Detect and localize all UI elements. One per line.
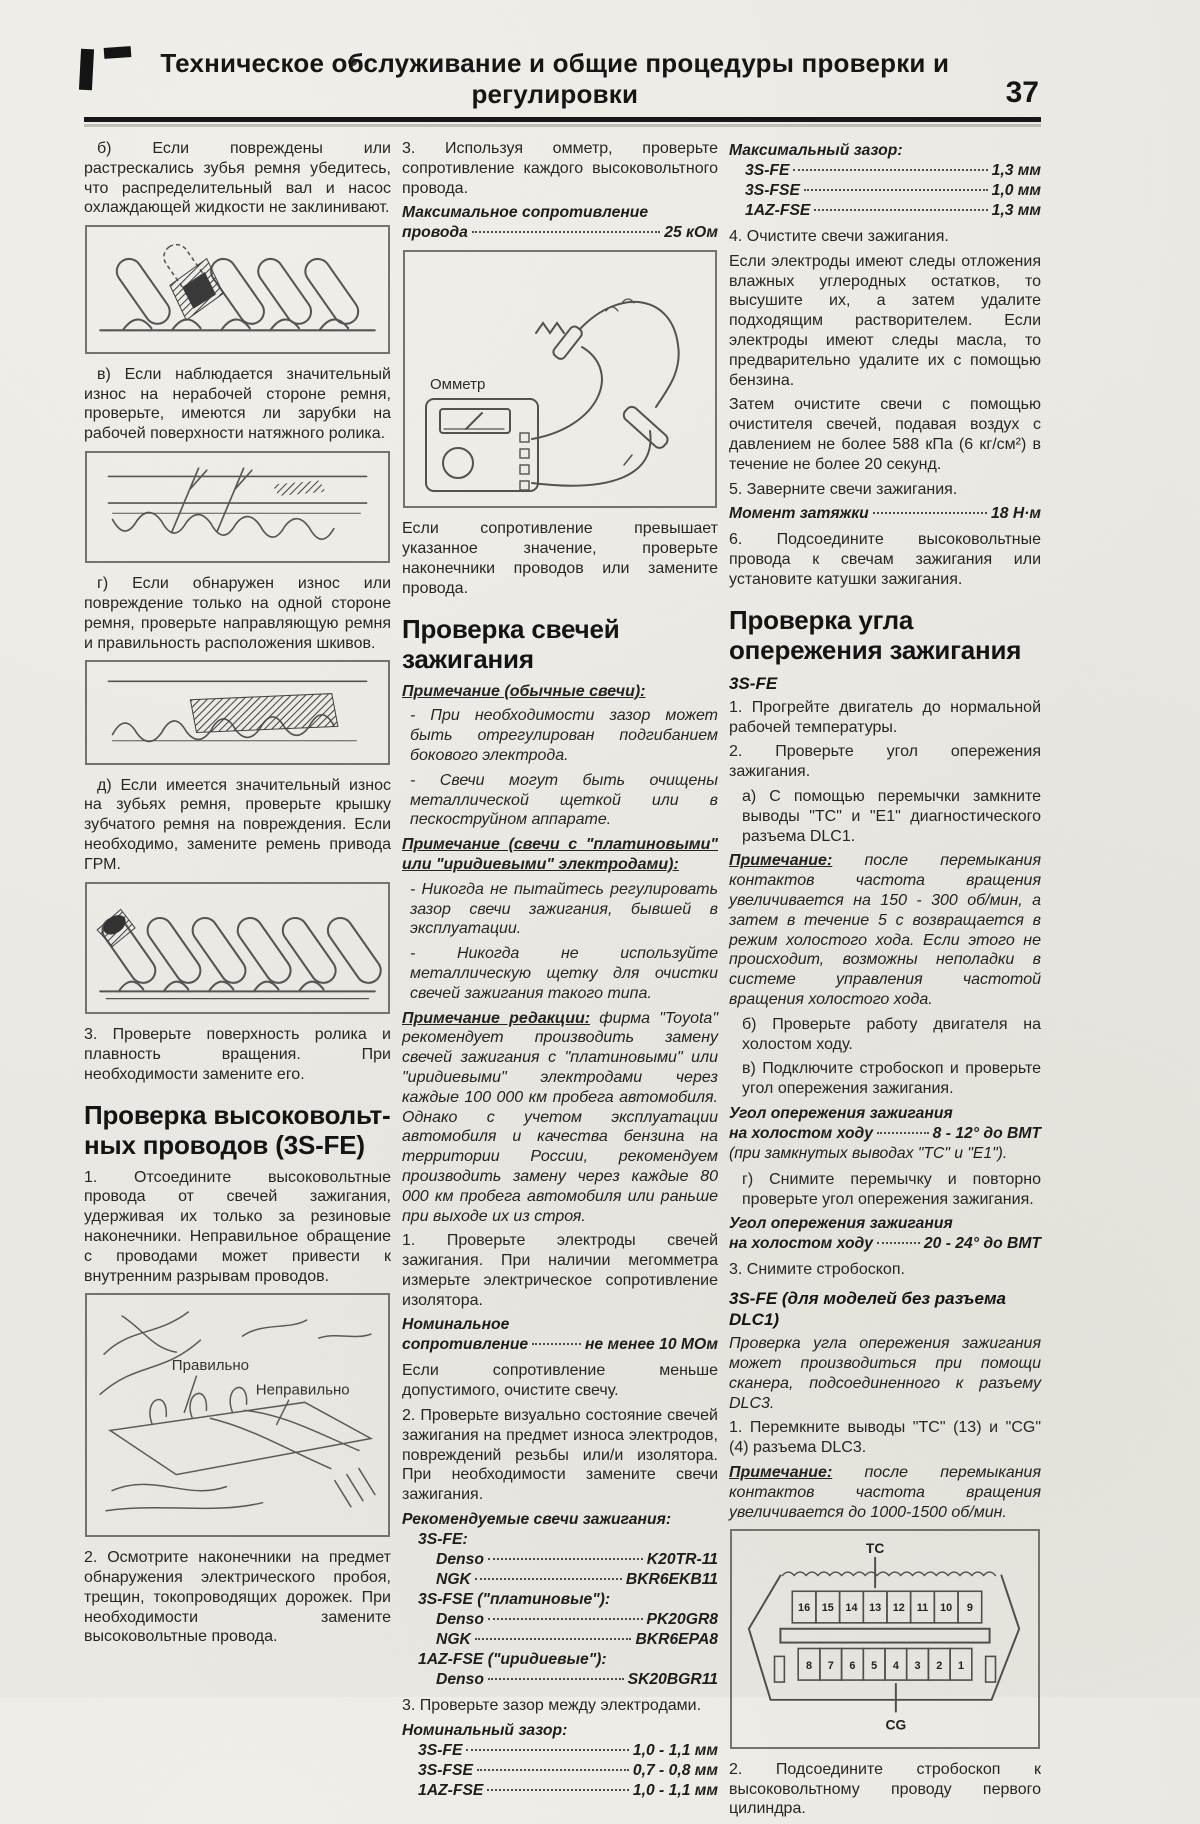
note-label: Примечание: [729, 1464, 833, 1482]
spec-value: 20 - 24° до ВМТ [923, 1235, 1041, 1253]
spec-title: Максимальный зазор: [729, 142, 903, 159]
dotted-leader [532, 1343, 581, 1345]
note-item: - Свечи могут быть очищены металлической щеткой или в пескоструйном аппарате. [410, 771, 718, 829]
spec-label: сопротивление [402, 1336, 529, 1354]
paragraph-scanner: Проверка угла опережения зажигания может производиться при помощи сканера, подсоединенного к разъему DLC3. [729, 1335, 1041, 1412]
plug-model: BKR6EPA8 [635, 1631, 718, 1649]
page-header [84, 40, 1041, 117]
label-correct: Правильно [171, 1357, 250, 1375]
note-text: фирма "Toyota" рекомендует производить замену свечей зажигания с "платиновыми" или "иридиевыми" электродами через каждые 100 000 км пробега автомобиля. Однако с учетом эксплуатации автомобиля и качества бензина на территории России, рекомендуем производить замену через каждые 80 000 км пробега автомобиля или раньше при выходе их из строя. [402, 1009, 718, 1225]
dotted-leader [488, 1618, 643, 1620]
engine-group-name: 1AZ-FSE ("иридиевые"): [418, 1651, 607, 1669]
note-editorial [402, 1009, 718, 1227]
spec-nominal-resistance [402, 1315, 718, 1355]
spec-max-gap [729, 141, 1041, 221]
spec-line1: Угол опережения зажигания [729, 1215, 953, 1233]
spec-recommended-plugs [402, 1510, 718, 1690]
engine: 3S-FE [745, 162, 790, 179]
spark-plug-wires-drawing [92, 1302, 383, 1528]
label-tc-terminal: TC [865, 1540, 885, 1557]
paragraph-if-less: Если сопротивление меньше допустимого, очистите свечу. [402, 1362, 718, 1400]
paragraph-belt-teeth: б) Если повреждены или растрескались зубья ремня убедитесь, что распределительный вал и насос охлаждающей жидкости не заклинивают. [84, 140, 391, 217]
dlc3-pin: 1 [957, 1660, 964, 1673]
header-rule [84, 117, 1041, 122]
spec-timing-normal [729, 1214, 1041, 1254]
dotted-leader [466, 1749, 628, 1751]
brand: NGK [436, 1631, 471, 1649]
dotted-leader [475, 1578, 622, 1580]
engine-subheading-no-dlc1: 3S-FE (для моделей без разъема DLC1) [729, 1289, 1006, 1330]
step-hv-inspect-tips: 2. Осмотрите наконечники на предмет обнаружения электрического пробоя, трещин, токопроводящих дорожек. При необходимости замените высоковольтные провода. [84, 1549, 391, 1646]
plug-model: PK20GR8 [646, 1611, 718, 1629]
dlc3-pin: 9 [966, 1602, 973, 1615]
step-install-plugs: 5. Заверните свечи зажигания. [729, 480, 958, 498]
dotted-leader [488, 1558, 643, 1560]
substep-idle-check: б) Проверьте работу двигателя на холостом ходу. [742, 1015, 1041, 1053]
step-warm-engine: 1. Прогрейте двигатель до нормальной рабочей температуры. [729, 698, 1041, 736]
plug-model: SK20BGR11 [627, 1671, 718, 1689]
step-check-gap: 3. Проверьте зазор между электродами. [402, 1697, 702, 1715]
gap-value: 1,0 мм [991, 182, 1041, 199]
gap-value: 1,0 - 1,1 мм [632, 1781, 718, 1799]
step-visual-check: 2. Проверьте визуально состояние свечей зажигания на предмет износа электродов, повреждений резьбы или/и изолятора. При необходимости замените свечи зажигания. [402, 1407, 718, 1504]
dotted-leader [814, 209, 987, 211]
dlc3-pin: 10 [940, 1602, 953, 1615]
gap-value: 1,3 мм [991, 162, 1041, 179]
spec-value: 8 - 12° до ВМТ [932, 1124, 1041, 1142]
dlc3-pin: 13 [869, 1602, 882, 1615]
spec-line1: Угол опережения зажигания [729, 1104, 953, 1122]
ohmmeter-drawing [410, 259, 710, 499]
spec-label: на холостом ходу [729, 1124, 873, 1142]
step-jumper-tc-cg: 1. Перемкните выводы "TC" (13) и "CG" (4) разъема DLC3. [729, 1419, 1041, 1457]
note-scanner-rpm [729, 1463, 1041, 1522]
brand: Denso [436, 1551, 484, 1569]
step-ohmmeter-check: 3. Используя омметр, проверьте сопротивление каждого высоковольтного провода. [402, 140, 718, 197]
column-middle [402, 139, 718, 1824]
dotted-leader [488, 1678, 624, 1680]
gap-value: 0,7 - 0,8 мм [632, 1761, 718, 1779]
dotted-leader [804, 189, 988, 191]
belt-cracks-drawing [92, 460, 383, 554]
engine: 1AZ-FSE [745, 202, 811, 219]
dlc3-pin: 14 [845, 1602, 858, 1615]
brand: Denso [436, 1671, 484, 1689]
dotted-leader [477, 1769, 629, 1771]
dotted-leader [877, 1132, 929, 1134]
engine: 3S-FSE [418, 1761, 473, 1779]
dlc3-pin: 4 [892, 1660, 899, 1673]
label-cg-terminal: CG [885, 1716, 907, 1733]
note-label: Примечание: [729, 852, 833, 870]
step-check-timing: 2. Проверьте угол опережения зажигания. [729, 743, 1041, 781]
spec-timing-jumpered [729, 1104, 1041, 1164]
gap-value: 1,0 - 1,1 мм [632, 1741, 718, 1759]
label-incorrect: Неправильно [255, 1381, 350, 1399]
spec-torque [729, 504, 1041, 524]
section-heading-hv-wires: Проверка высоковольтных проводов (3S-FE) [84, 1099, 391, 1160]
dlc3-pin: 7 [827, 1660, 834, 1673]
brand: NGK [436, 1571, 471, 1589]
manual-page [84, 40, 1041, 1824]
dotted-leader [793, 169, 987, 171]
belt-teeth-edge-damage-drawing [92, 891, 383, 1006]
figure-belt-teeth-edge-damage [85, 882, 390, 1015]
spec-label: на холостом ходу [729, 1235, 873, 1253]
note-label: Примечание (обычные свечи): [402, 682, 646, 700]
dlc3-pin: 15 [821, 1602, 834, 1615]
note-label: Примечание редакции: [402, 1009, 591, 1027]
substep-jumper-tc-e1: а) С помощью перемычки замкните выводы "TC" и "E1" диагностического разъема DLC1. [742, 787, 1041, 845]
note-item: - Никогда не пытайтесь регулировать зазор свечи зажигания, бывшей в эксплуатации. [410, 880, 718, 938]
engine: 3S-FSE [745, 182, 800, 199]
dlc3-pin: 16 [798, 1602, 811, 1615]
column-left [84, 139, 391, 1824]
note-text: после перемыкания контактов частота вращения увеличивается до 1000-1500 об/мин. [729, 1464, 1041, 1521]
dlc3-pin: 2 [936, 1660, 943, 1673]
step-connect-wires: 6. Подсоедините высоковольтные провода к свечам зажигания или установите катушки зажигания. [729, 531, 1041, 588]
header-rule-secondary [84, 124, 1041, 127]
step-remove-strobe: 3. Снимите стробоскоп. [729, 1261, 905, 1279]
dlc3-pin: 5 [871, 1660, 878, 1673]
engine: 1AZ-FSE [418, 1781, 484, 1799]
paragraph-belt-backside-wear: в) Если наблюдается значительный износ на нерабочей стороне ремня, проверьте, имеются ли зарубки на рабочей поверхности натяжного ролика. [84, 365, 391, 443]
spec-value: 18 Н·м [991, 505, 1041, 523]
dotted-leader [873, 512, 987, 514]
spec-title: Номинальный зазор: [402, 1721, 568, 1739]
engine: 3S-FE [418, 1741, 463, 1759]
engine-subheading: 3S-FE [729, 673, 778, 693]
plug-model: BKR6EKB11 [625, 1571, 718, 1589]
step-connect-strobe-cyl1: 2. Подсоедините стробоскоп к высоковольтному проводу первого цилиндра. [729, 1760, 1041, 1818]
belt-teeth-damage-drawing [92, 234, 383, 345]
columns [84, 139, 1041, 1824]
dlc3-pin: 12 [892, 1602, 905, 1615]
dotted-leader [475, 1638, 632, 1640]
note-jumper [729, 851, 1041, 1009]
note-platinum-plugs [402, 835, 718, 875]
plug-model: K20TR-11 [646, 1551, 718, 1569]
gap-value: 1,3 мм [991, 202, 1041, 219]
page-number: 37 [1005, 76, 1039, 109]
spec-label: Момент затяжки [729, 505, 869, 523]
paragraph-clean-carbon: Если электроды имеют следы отложения влажных углеродных остатков, то высушите их, а затем удалите подходящим растворителем. Если электроды имеют следы масла, то предварительно удалите их с помощью бензина. [729, 252, 1041, 389]
figure-belt-teeth-damage [85, 225, 390, 354]
substep-remove-jumper: г) Снимите перемычку и повторно проверьте угол опережения зажигания. [742, 1170, 1041, 1208]
engine-group-name: 3S-FE: [418, 1531, 468, 1549]
spec-line1: Максимальное сопротивление [402, 204, 649, 222]
step-check-electrodes: 1. Проверьте электроды свечей зажигания. При наличии мегомметра измерьте электрическое сопротивление изолятора. [402, 1232, 718, 1309]
figure-belt-wear-band [85, 660, 390, 764]
spec-nominal-gap [402, 1721, 718, 1801]
note-item: - При необходимости зазор может быть отрегулирован подгибанием бокового электрода. [410, 707, 718, 764]
section-heading-spark-plugs: Проверка свечей зажигания [402, 613, 620, 674]
dlc3-pin: 8 [806, 1660, 813, 1673]
spec-max-wire-resistance [402, 203, 718, 243]
note-item: - Никогда не используйте металлическую щетку для очистки свечей зажигания такого типа. [410, 945, 718, 1002]
dotted-leader [487, 1789, 629, 1791]
dlc3-pin: 3 [914, 1660, 921, 1673]
dlc3-connector-drawing [737, 1538, 1033, 1739]
spec-value: не менее 10 МОм [584, 1336, 718, 1354]
spec-label: провода [402, 224, 468, 242]
figure-ohmmeter [403, 250, 717, 508]
belt-wear-band-drawing [92, 669, 383, 755]
spec-line1: Номинальное [402, 1316, 510, 1334]
step-check-roller: 3. Проверьте поверхность ролика и плавность вращения. При необходимости замените его. [84, 1026, 391, 1083]
section-heading-ignition-timing: Проверка угла опережения зажигания [729, 604, 1022, 665]
substep-connect-strobe: в) Подключите стробоскоп и проверьте угол опережения зажигания. [742, 1060, 1041, 1098]
dotted-leader [877, 1242, 920, 1244]
dlc3-pin: 11 [916, 1602, 929, 1615]
dotted-leader [472, 231, 660, 233]
dlc3-pin: 6 [849, 1660, 856, 1673]
spec-suffix: (при замкнутых выводах "TC" и "E1"). [729, 1144, 1008, 1162]
brand: Denso [436, 1611, 484, 1629]
label-ohmmeter: Омметр [430, 376, 486, 394]
note-label: Примечание (свечи с "платиновыми" или "иридиевыми" электродами): [402, 836, 718, 873]
paragraph-if-resistance-exceeds: Если сопротивление превышает указанное значение, проверьте наконечники проводов или замените провода. [402, 520, 718, 597]
figure-dlc3-connector [730, 1529, 1040, 1748]
page-title: Техническое обслуживание и общие процедуры проверки и регулировки [160, 48, 950, 109]
note-text: после перемыкания контактов частота вращения увеличивается на 150 - 300 об/мин, а затем в течение 5 с возвращается в режим холостого хода. Если этого не происходит, возможны неполадки в системе управления частотой вращения холостого хода. [729, 852, 1041, 1008]
engine-group-name: 3S-FSE ("платиновые"): [418, 1591, 611, 1609]
spec-value: 25 кОм [664, 224, 718, 242]
step-clean-plugs: 4. Очистите свечи зажигания. [729, 228, 949, 245]
figure-belt-cracks [85, 451, 390, 563]
paragraph-belt-tooth-wear: д) Если имеется значительный износ на зубьях ремня, проверьте крышку зубчатого ремня на повреждения. Если необходимо, замените ремень привода ГРМ. [84, 776, 391, 873]
note-regular-plugs [402, 682, 718, 702]
step-hv-disconnect: 1. Отсоедините высоковольтные провода от свечей зажигания, удерживая их только за резиновые наконечники. Неправильное обращение с проводами может привести к внутренним разрывам проводов. [84, 1168, 391, 1285]
paragraph-clean-air: Затем очистите свечи с помощью очистителя свечей, подавая воздух с давлением не более 588 кПа (6 кг/см²) в течение не более 20 секунд. [729, 396, 1041, 473]
paragraph-belt-one-side-wear: г) Если обнаружен износ или повреждение только на одной стороне ремня, проверьте направляющую ремня и правильность расположения шкивов. [84, 575, 391, 652]
column-right [729, 139, 1041, 1824]
spec-title: Рекомендуемые свечи зажигания: [402, 1511, 672, 1529]
figure-spark-plug-wires [85, 1293, 390, 1537]
